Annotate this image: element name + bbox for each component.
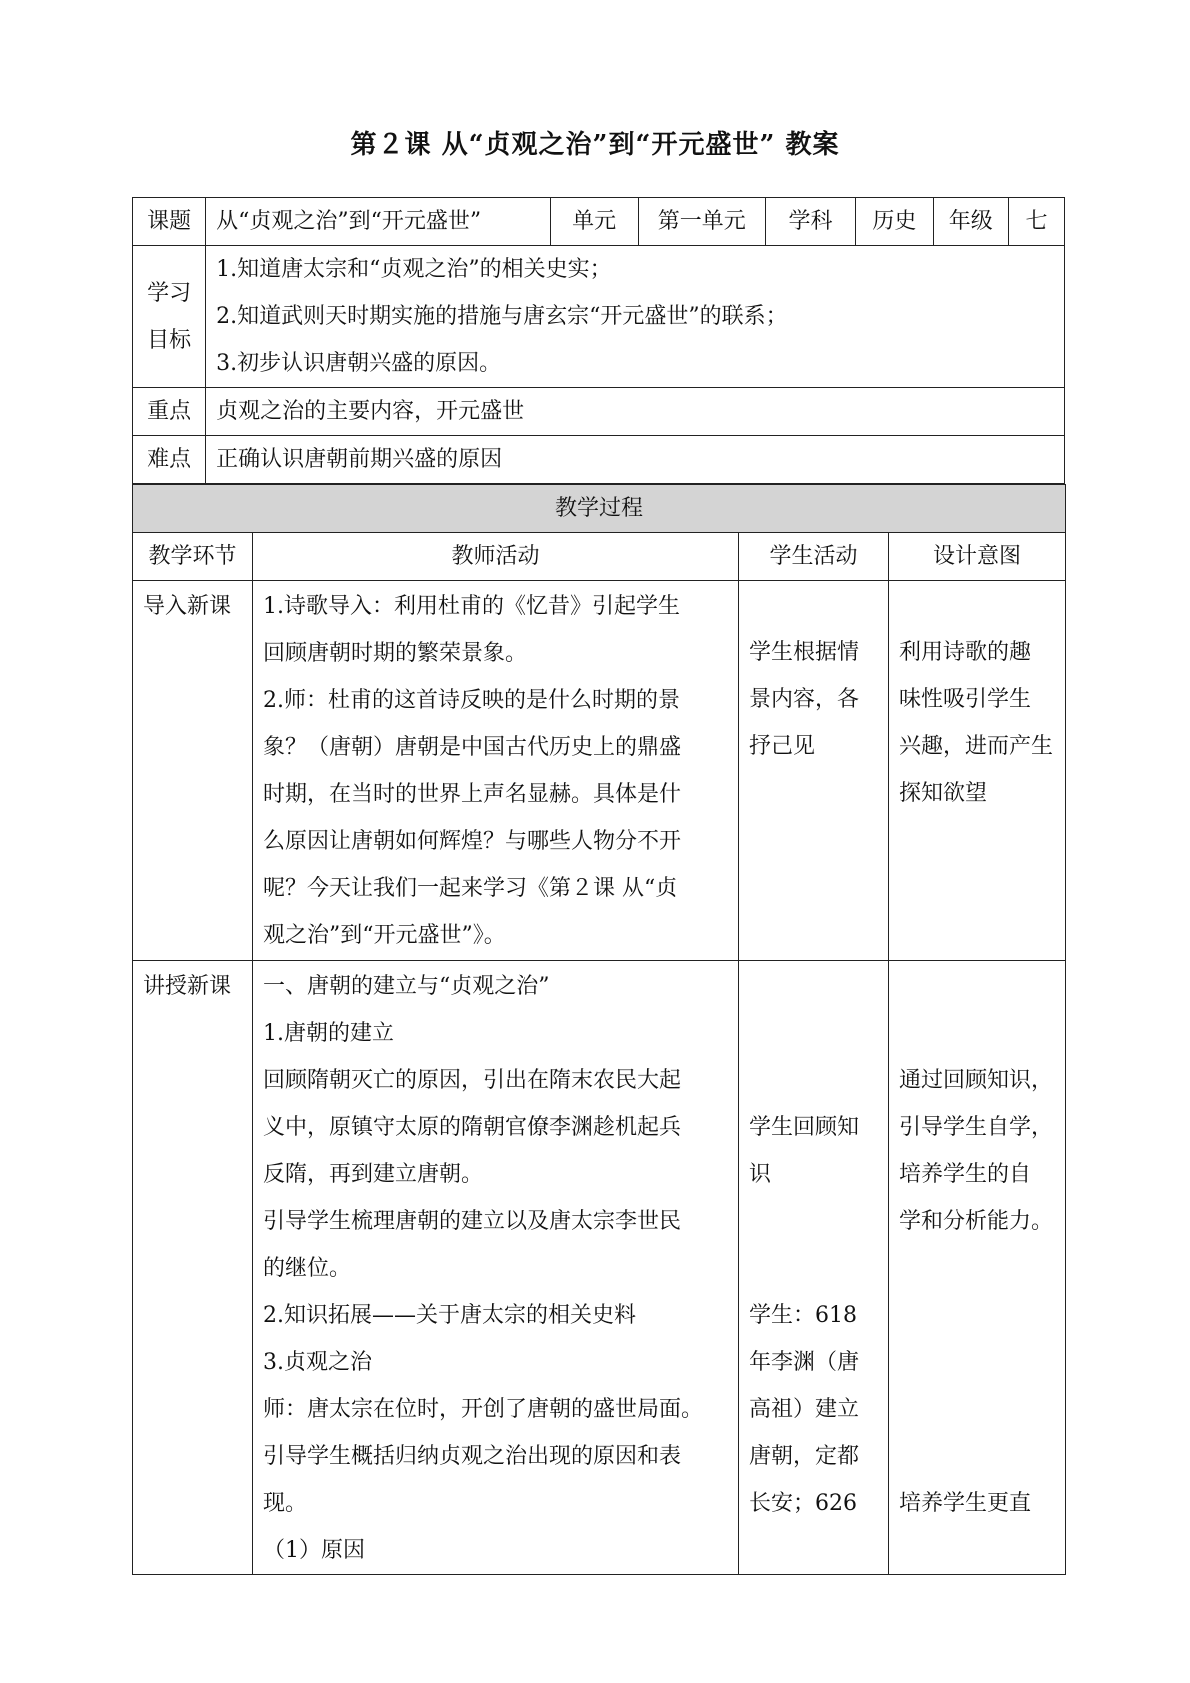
text-line: 学生回顾知: [749, 1115, 860, 1140]
design-intent-intro: [889, 581, 1066, 961]
student-activity-new-lesson: [739, 961, 889, 1575]
text-line: （1）原因: [263, 1538, 365, 1563]
text-line: 通过回顾知识，: [899, 1068, 1054, 1093]
col-header-stage: 教学环节: [133, 533, 253, 581]
text-line: 景内容，各: [749, 687, 860, 712]
objectives-label: [133, 246, 206, 388]
stage-intro: 导入新课: [133, 581, 253, 961]
text-line: 时期，在当时的世界上声名显赫。具体是什: [263, 782, 682, 807]
text-line: 识: [749, 1162, 772, 1187]
teacher-activity-new-lesson: [253, 961, 739, 1575]
text-line: 培养学生更直: [899, 1491, 1032, 1516]
text-line: 呢？今天让我们一起来学习《第２课 从“贞: [263, 876, 678, 901]
text-line: 高祖）建立: [749, 1397, 860, 1422]
objectives-label-line2: 目标: [147, 327, 192, 353]
text-line: 2.师：杜甫的这首诗反映的是什么时期的景: [263, 688, 680, 713]
text-line: 回顾唐朝时期的繁荣景象。: [263, 641, 528, 666]
difficulty-value: 正确认识唐朝前期兴盛的原因: [206, 436, 1065, 484]
text-line: 年李渊（唐: [749, 1350, 860, 1375]
text-line: 兴趣，进而产生: [899, 734, 1054, 759]
text-line: 反隋，再到建立唐朝。: [263, 1162, 484, 1187]
teacher-activity-intro: [253, 581, 739, 961]
text-line: 探知欲望: [899, 781, 988, 806]
table-row: [133, 961, 1066, 1575]
page-title: 第２课 从“贞观之治”到“开元盛世” 教案: [350, 130, 840, 160]
text-line: 回顾隋朝灭亡的原因，引出在隋末农民大起: [263, 1068, 682, 1093]
topic-value: 从“贞观之治”到“开元盛世”: [206, 198, 550, 246]
grade-value: 七: [1008, 198, 1064, 246]
text-line: 利用诗歌的趣: [899, 640, 1032, 665]
text-line: 学和分析能力。: [899, 1209, 1054, 1234]
lesson-info-table: [132, 197, 1065, 484]
grade-label: 年级: [933, 198, 1008, 246]
table-row: [133, 581, 1066, 961]
topic-label: 课题: [133, 198, 206, 246]
subject-value: 历史: [856, 198, 933, 246]
text-line: 么原因让唐朝如何辉煌？与哪些人物分不开: [263, 829, 682, 854]
col-header-student: 学生活动: [739, 533, 889, 581]
process-heading: 教学过程: [133, 485, 1066, 533]
key-point-label: 重点: [133, 388, 206, 436]
text-line: 1.唐朝的建立: [263, 1021, 394, 1046]
text-line: 抒己见: [749, 734, 816, 759]
text-line: 学生根据情: [749, 640, 860, 665]
text-line: 培养学生的自: [899, 1162, 1032, 1187]
text-line: 味性吸引学生: [899, 687, 1032, 712]
text-line: 长安；626: [749, 1491, 857, 1516]
design-intent-new-lesson: [889, 961, 1066, 1575]
text-line: 师：唐太宗在位时，开创了唐朝的盛世局面。: [263, 1397, 704, 1422]
difficulty-label: 难点: [133, 436, 206, 484]
unit-value: 第一单元: [638, 198, 765, 246]
text-line: 观之治”到“开元盛世”》。: [263, 923, 506, 948]
text-line: 引导学生梳理唐朝的建立以及唐太宗李世民: [263, 1209, 682, 1234]
stage-new-lesson: 讲授新课: [133, 961, 253, 1575]
objectives-list: [206, 246, 1065, 388]
text-line: 义中，原镇守太原的隋朝官僚李渊趁机起兵: [263, 1115, 682, 1140]
text-line: 1.诗歌导入：利用杜甫的《忆昔》引起学生: [263, 594, 680, 619]
col-header-teacher: 教师活动: [253, 533, 739, 581]
text-line: 现。: [263, 1491, 308, 1516]
text-line: 3.贞观之治: [263, 1350, 372, 1375]
text-line: 引导学生概括归纳贞观之治出现的原因和表: [263, 1444, 682, 1469]
text-line: 象？（唐朝）唐朝是中国古代历史上的鼎盛: [263, 735, 682, 760]
objective-item: 3.初步认识唐朝兴盛的原因。: [216, 351, 502, 376]
text-line: 唐朝，定都: [749, 1444, 860, 1469]
subject-label: 学科: [765, 198, 855, 246]
objective-item: 2.知道武则天时期实施的措施与唐玄宗“开元盛世”的联系；: [216, 304, 788, 329]
student-activity-intro: [739, 581, 889, 961]
objectives-label-line1: 学习: [147, 280, 192, 306]
unit-label: 单元: [550, 198, 638, 246]
teaching-process-table: [132, 484, 1066, 1575]
text-line: 引导学生自学，: [899, 1115, 1054, 1140]
objective-item: 1.知道唐太宗和“贞观之治”的相关史实；: [216, 257, 612, 282]
text-line: 学生：618: [749, 1303, 857, 1328]
key-point-value: 贞观之治的主要内容，开元盛世: [206, 388, 1065, 436]
text-line: 一、唐朝的建立与“贞观之治”: [263, 974, 550, 999]
col-header-intent: 设计意图: [889, 533, 1066, 581]
text-line: 的继位。: [263, 1256, 352, 1281]
text-line: 2.知识拓展——关于唐太宗的相关史料: [263, 1303, 636, 1328]
